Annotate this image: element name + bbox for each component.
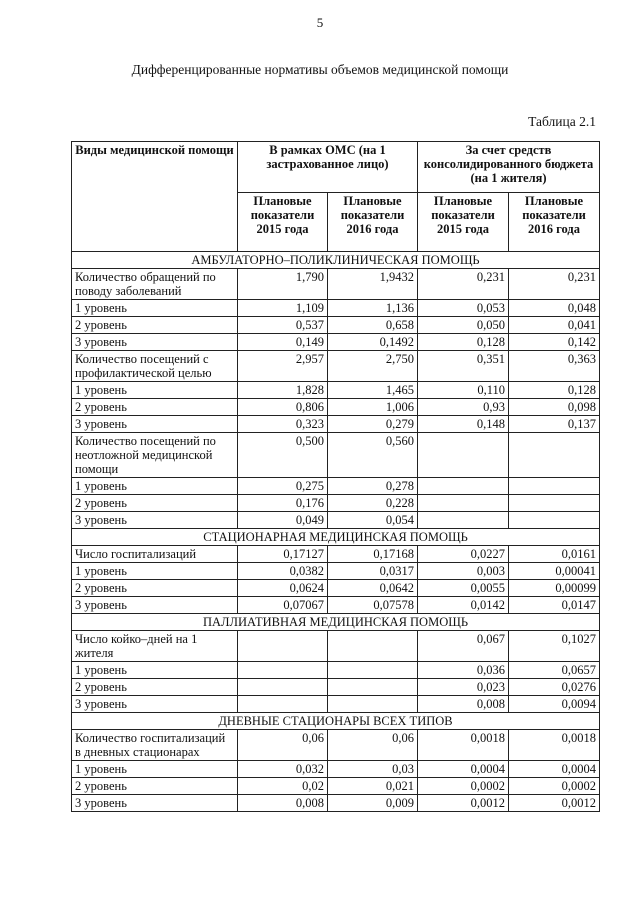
column-header-kind: Виды медицинской помощи [72, 142, 238, 252]
cell-budget-2016: 0,1027 [509, 631, 600, 662]
cell-oms-2015: 0,500 [238, 433, 328, 478]
column-header-oms-2016: Плановые показатели 2016 года [328, 193, 418, 252]
row-label: 3 уровень [72, 597, 238, 614]
row-label: 2 уровень [72, 778, 238, 795]
cell-oms-2015: 0,0382 [238, 563, 328, 580]
cell-budget-2016: 0,142 [509, 334, 600, 351]
row-label: 3 уровень [72, 795, 238, 812]
row-label: Количество посещений по неотложной медицинской помощи [72, 433, 238, 478]
cell-budget-2015: 0,0002 [418, 778, 509, 795]
cell-budget-2016: 0,0012 [509, 795, 600, 812]
row-label: Количество госпитализаций в дневных стационарах [72, 730, 238, 761]
section-title: АМБУЛАТОРНО–ПОЛИКЛИНИЧЕСКАЯ ПОМОЩЬ [72, 252, 600, 269]
table-row [72, 433, 600, 478]
table-row [72, 597, 600, 614]
row-label: 1 уровень [72, 662, 238, 679]
cell-budget-2016 [509, 512, 600, 529]
row-label: Количество обращений по поводу заболеваний [72, 269, 238, 300]
cell-budget-2016: 0,098 [509, 399, 600, 416]
cell-budget-2015: 0,036 [418, 662, 509, 679]
row-label: 1 уровень [72, 761, 238, 778]
table-row [72, 795, 600, 812]
section-title: ДНЕВНЫЕ СТАЦИОНАРЫ ВСЕХ ТИПОВ [72, 713, 600, 730]
cell-oms-2015 [238, 679, 328, 696]
section-title: СТАЦИОНАРНАЯ МЕДИЦИНСКАЯ ПОМОЩЬ [72, 529, 600, 546]
cell-oms-2016 [328, 631, 418, 662]
row-label: 3 уровень [72, 696, 238, 713]
section-header-row [72, 713, 600, 730]
row-label: 2 уровень [72, 580, 238, 597]
cell-oms-2016: 1,9432 [328, 269, 418, 300]
cell-oms-2016 [328, 662, 418, 679]
row-label: 1 уровень [72, 563, 238, 580]
cell-oms-2015: 0,806 [238, 399, 328, 416]
cell-budget-2015: 0,0227 [418, 546, 509, 563]
cell-budget-2016 [509, 495, 600, 512]
cell-oms-2016: 0,279 [328, 416, 418, 433]
cell-budget-2016: 0,041 [509, 317, 600, 334]
table-row [72, 761, 600, 778]
cell-oms-2016: 0,0317 [328, 563, 418, 580]
cell-budget-2015: 0,0142 [418, 597, 509, 614]
table-row [72, 546, 600, 563]
cell-oms-2015: 0,537 [238, 317, 328, 334]
cell-oms-2015: 0,032 [238, 761, 328, 778]
cell-oms-2015: 0,049 [238, 512, 328, 529]
cell-budget-2016: 0,00099 [509, 580, 600, 597]
table-label: Таблица 2.1 [528, 114, 596, 129]
table-row [72, 512, 600, 529]
cell-budget-2016: 0,0276 [509, 679, 600, 696]
table-row [72, 269, 600, 300]
cell-budget-2016: 0,048 [509, 300, 600, 317]
section-header-row [72, 614, 600, 631]
cell-budget-2015: 0,128 [418, 334, 509, 351]
column-header-oms-2015: Плановые показатели 2015 года [238, 193, 328, 252]
table-row [72, 730, 600, 761]
table-row [72, 662, 600, 679]
cell-oms-2016: 0,054 [328, 512, 418, 529]
column-header-budget: За счет средств консолидированного бюджета (на 1 жителя) [418, 142, 600, 193]
cell-oms-2015: 0,0624 [238, 580, 328, 597]
row-label: Количество посещений с профилактической целью [72, 351, 238, 382]
page-number: 5 [316, 15, 324, 30]
cell-oms-2015 [238, 631, 328, 662]
table-row [72, 679, 600, 696]
cell-oms-2016: 2,750 [328, 351, 418, 382]
cell-oms-2016: 1,136 [328, 300, 418, 317]
cell-oms-2016 [328, 679, 418, 696]
cell-oms-2016: 1,465 [328, 382, 418, 399]
cell-oms-2015: 0,008 [238, 795, 328, 812]
cell-budget-2015: 0,003 [418, 563, 509, 580]
document-title: Дифференцированные нормативы объемов медицинской помощи [131, 62, 509, 77]
cell-oms-2015: 0,17127 [238, 546, 328, 563]
cell-budget-2016 [509, 433, 600, 478]
cell-oms-2015: 0,02 [238, 778, 328, 795]
cell-oms-2015: 0,176 [238, 495, 328, 512]
row-label: 3 уровень [72, 512, 238, 529]
table-row [72, 631, 600, 662]
row-label: 2 уровень [72, 495, 238, 512]
column-header-oms: В рамках ОМС (на 1 застрахованное лицо) [238, 142, 418, 193]
cell-budget-2016: 0,0161 [509, 546, 600, 563]
cell-oms-2016: 0,278 [328, 478, 418, 495]
cell-oms-2016: 1,006 [328, 399, 418, 416]
table-row [72, 382, 600, 399]
cell-oms-2016: 0,228 [328, 495, 418, 512]
cell-budget-2015: 0,0004 [418, 761, 509, 778]
column-header-budget-2015: Плановые показатели 2015 года [418, 193, 509, 252]
cell-budget-2016: 0,0004 [509, 761, 600, 778]
cell-oms-2016: 0,1492 [328, 334, 418, 351]
cell-budget-2015: 0,053 [418, 300, 509, 317]
cell-oms-2016: 0,17168 [328, 546, 418, 563]
table-body [72, 252, 600, 812]
cell-budget-2016: 0,0147 [509, 597, 600, 614]
cell-oms-2015: 0,323 [238, 416, 328, 433]
cell-oms-2015 [238, 662, 328, 679]
cell-budget-2015: 0,008 [418, 696, 509, 713]
cell-budget-2015 [418, 433, 509, 478]
row-label: 2 уровень [72, 679, 238, 696]
table-row [72, 495, 600, 512]
section-title: ПАЛЛИАТИВНАЯ МЕДИЦИНСКАЯ ПОМОЩЬ [72, 614, 600, 631]
row-label: 1 уровень [72, 382, 238, 399]
table-row [72, 351, 600, 382]
cell-oms-2016: 0,021 [328, 778, 418, 795]
table-row [72, 696, 600, 713]
row-label: 3 уровень [72, 334, 238, 351]
cell-oms-2016: 0,658 [328, 317, 418, 334]
row-label: 1 уровень [72, 478, 238, 495]
cell-budget-2015: 0,067 [418, 631, 509, 662]
cell-budget-2016: 0,231 [509, 269, 600, 300]
section-header-row [72, 529, 600, 546]
column-header-budget-2016: Плановые показатели 2016 года [509, 193, 600, 252]
cell-budget-2015: 0,0055 [418, 580, 509, 597]
cell-oms-2016: 0,0642 [328, 580, 418, 597]
cell-budget-2016: 0,00041 [509, 563, 600, 580]
cell-oms-2015: 0,07067 [238, 597, 328, 614]
cell-budget-2016 [509, 478, 600, 495]
table-row [72, 580, 600, 597]
cell-oms-2015: 1,109 [238, 300, 328, 317]
cell-budget-2015 [418, 512, 509, 529]
cell-oms-2015: 1,790 [238, 269, 328, 300]
row-label: Число госпитализаций [72, 546, 238, 563]
table-header-row [72, 142, 600, 193]
cell-budget-2015: 0,023 [418, 679, 509, 696]
cell-budget-2015: 0,231 [418, 269, 509, 300]
row-label: 2 уровень [72, 317, 238, 334]
cell-budget-2016: 0,0018 [509, 730, 600, 761]
section-header-row [72, 252, 600, 269]
row-label: Число койко–дней на 1 жителя [72, 631, 238, 662]
cell-budget-2015: 0,148 [418, 416, 509, 433]
cell-budget-2015: 0,93 [418, 399, 509, 416]
cell-oms-2015: 0,06 [238, 730, 328, 761]
cell-oms-2016: 0,03 [328, 761, 418, 778]
cell-oms-2015: 0,275 [238, 478, 328, 495]
cell-oms-2015: 1,828 [238, 382, 328, 399]
table-row [72, 300, 600, 317]
row-label: 2 уровень [72, 399, 238, 416]
cell-budget-2016: 0,128 [509, 382, 600, 399]
cell-oms-2016: 0,06 [328, 730, 418, 761]
cell-budget-2016: 0,0657 [509, 662, 600, 679]
cell-oms-2016: 0,009 [328, 795, 418, 812]
cell-oms-2015: 2,957 [238, 351, 328, 382]
table-row [72, 317, 600, 334]
cell-budget-2016: 0,137 [509, 416, 600, 433]
cell-budget-2015: 0,0012 [418, 795, 509, 812]
table-row [72, 416, 600, 433]
table-row [72, 563, 600, 580]
cell-budget-2015: 0,110 [418, 382, 509, 399]
cell-oms-2016 [328, 696, 418, 713]
cell-oms-2016: 0,560 [328, 433, 418, 478]
cell-oms-2015: 0,149 [238, 334, 328, 351]
cell-budget-2015 [418, 478, 509, 495]
norms-table [71, 141, 600, 812]
cell-budget-2015: 0,351 [418, 351, 509, 382]
row-label: 3 уровень [72, 416, 238, 433]
cell-budget-2016: 0,0002 [509, 778, 600, 795]
cell-budget-2016: 0,363 [509, 351, 600, 382]
table-row [72, 778, 600, 795]
table-row [72, 478, 600, 495]
cell-budget-2015: 0,0018 [418, 730, 509, 761]
table-row [72, 334, 600, 351]
cell-oms-2015 [238, 696, 328, 713]
cell-oms-2016: 0,07578 [328, 597, 418, 614]
cell-budget-2015 [418, 495, 509, 512]
row-label: 1 уровень [72, 300, 238, 317]
cell-budget-2016: 0,0094 [509, 696, 600, 713]
cell-budget-2015: 0,050 [418, 317, 509, 334]
table-row [72, 399, 600, 416]
